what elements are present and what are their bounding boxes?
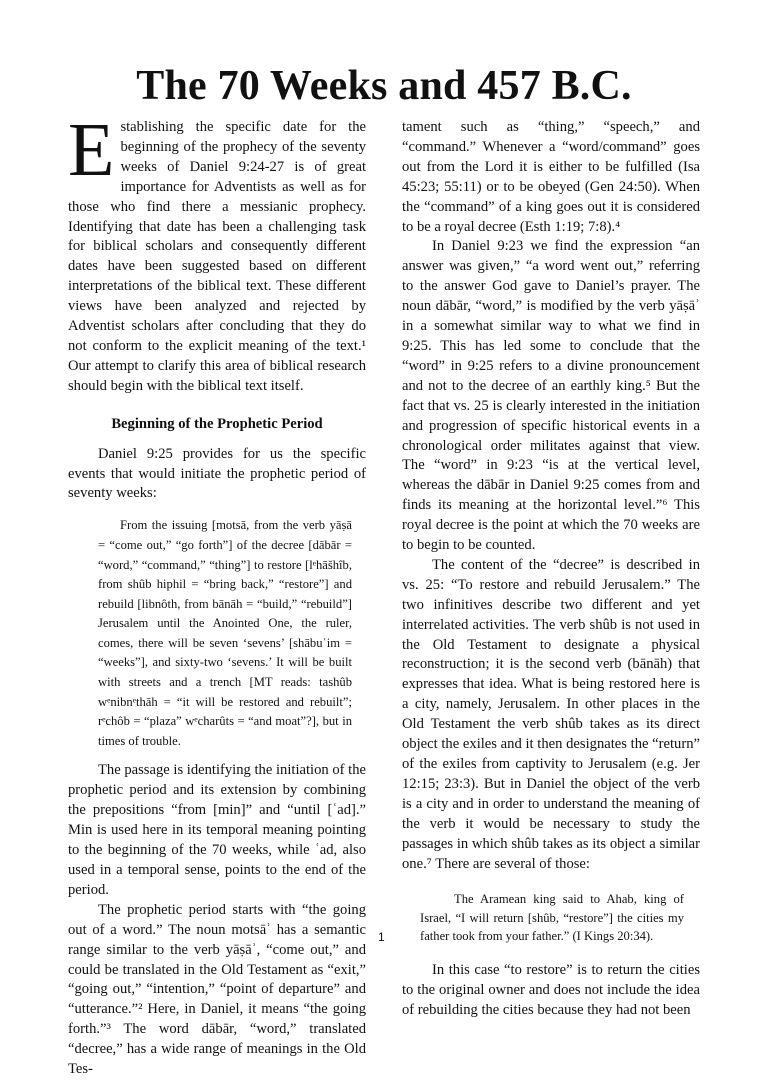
paragraph: In this case “to restore” is to return the cities to the original owner and does not include the idea of rebuilding the cities because they had not been [402,962,700,1018]
paragraph: Daniel 9:25 provides for us the specific events that would initiate the prophetic period of seventy weeks: [68,445,366,502]
block-quote: From the issuing [motsā, from the verb yāṣā = “come out,” “go forth”] of the decree [dābār = “word,” “command,” “thing”] to restore [lᵉhāšhîb, from shûb hiphil = “bring back,” “restore”] and rebuild [libnôth, from bānāh = “build,” “rebuild”] Jerusalem until the Anointed One, the ruler, comes, there will be seven ‘sevens’ [shābuʿim = “weeks”], and sixty-two ‘sevens.’ It will be built with streets and a trench [MT reads: tashûb wᵉnibnᵉthāh = “it will be restored and rebuilt”; rᵉchôb = “plaza” wᵉcharûts = “and moat”?], but in times of trouble. [98,518,352,748]
page-number: 1 [378,930,385,944]
paragraph: The passage is identifying the initiation of the prophetic period and its extension by combining the prepositions “from [min]” and “until [ʿad].” Min is used here in its temporal meaning pointing to the beginning of the 70 weeks, while ʿad, also used in a temporal sense, points to the end of the period. [68,762,366,898]
paragraph: The prophetic period starts with “the going out of a word.” The noun motsāʾ has a semantic range similar to the verb yāṣāʾ, “come out,” and could be translated in the Old Testament as “exit,” “going out,” “intention,” “point of departure” and “utterance.”² Here, in Daniel, it means “the going forth.”³ The word dābār, “word,” translated “decree,” has a wide range of meanings in the Old Tes- [68,901,366,1078]
drop-cap: E [68,108,115,192]
intro-paragraph [68,108,366,397]
paragraph: The content of the “decree” is described in vs. 25: “To restore and rebuild Jerusalem.” The two infinitives describe two different and yet interrelated activities. The verb shûb is not used in the Old Testament to designate a physical reconstruction; it is the second verb (bānāh) that expresses that idea. What is being restored here is a city, namely, Jerusalem. In other places in the Old Testament the verb shûb takes as its direct object the exiles and it then designates the “return” of the exiles from captivity to Jerusalem (e.g. Jer 12:15; 23:3). But in Daniel the object of the verb is a city and in order to understand the meaning of the verb it would be necessary to study the passages in which shûb takes as its object a similar one.⁷ There are several of those: [402,556,700,872]
paragraph: tament such as “thing,” “speech,” and “command.” Whenever a “word/command” goes out from the Lord it is either to be fulfilled (Isa 45:23; 55:11) or to be obeyed (Gen 24:50). When the “command” of a king goes out it is considered to be a royal decree (Esth 1:19; 7:8).⁴ [402,119,700,235]
section-heading: Beginning of the Prophetic Period [111,415,323,432]
page-title: The 70 Weeks and 457 B.C. [136,63,632,109]
right-column [402,118,700,1021]
block-quote: The Aramean king said to Ahab, king of Israel, “I will return [shûb, “restore”] the cities my father took from your father.” (I Kings 20:34). [420,892,684,943]
intro-text: stablishing the specific date for the beginning of the prophecy of the seventy weeks of Daniel 9:24-27 is of great importance for Adventists as well as for those who find there a messianic prophecy. Identifying that date has been a challenging task for biblical scholars and consequently different dates have been suggested based on different interpretations of the biblical text. These different views have been analyzed and rejected by Adventist scholars after concluding that they do not conform to the explicit meaning of the text.¹ Our attempt to clarify this area of biblical research should begin with the biblical text itself. [68,119,366,394]
paragraph: In Daniel 9:23 we find the expression “an answer was given,” “a word went out,” referring to the answer God gave to Daniel’s prayer. The noun dābār, “word,” is modified by the verb yāṣāʾ in a somewhat similar way to what we find in 9:25. This has led some to conclude that the “word” in 9:25 refers to a divine pronouncement and not to the decree of an earthly king.⁵ But the fact that vs. 25 is clearly interested in the initiation and progression of specific historical events in a chronological order militates against that view. The “word” in 9:23 “is at the vertical level, whereas the dābār in Daniel 9:25 comes from and finds its meaning at the horizontal level.”⁶ This royal decree is the point at which the 70 weeks are to begin to be counted. [402,238,700,554]
left-column [68,108,366,1080]
